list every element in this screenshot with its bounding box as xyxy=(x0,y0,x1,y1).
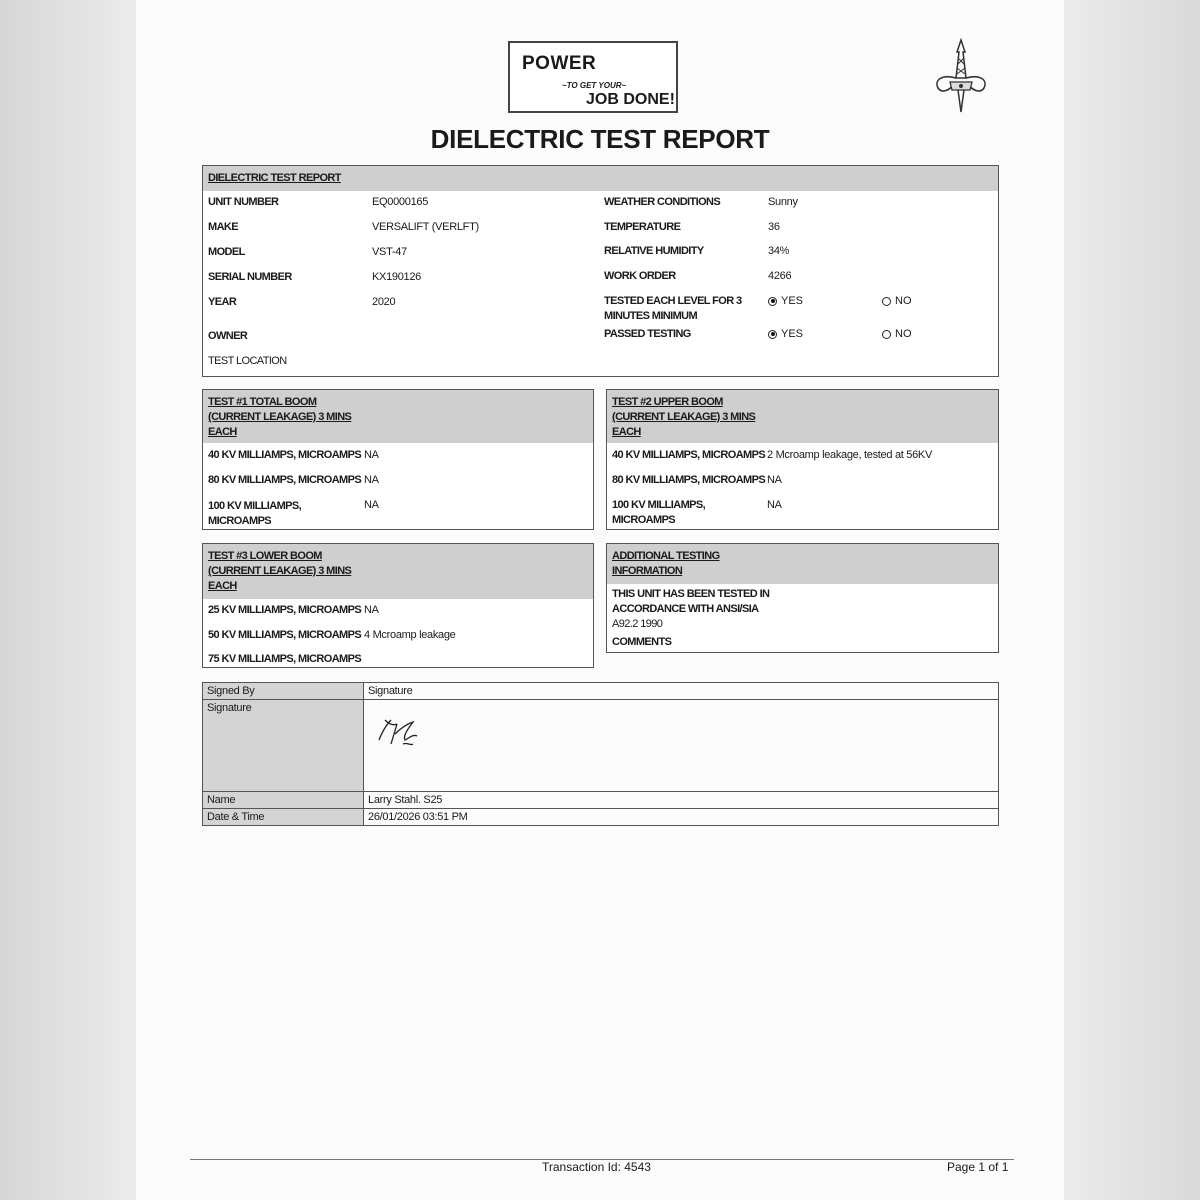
scan-margin-left xyxy=(0,0,136,1200)
weather-label: WEATHER CONDITIONS xyxy=(604,196,721,208)
signature-label: Signature xyxy=(203,700,364,792)
test1-row-value: NA xyxy=(364,449,379,461)
temperature-value: 36 xyxy=(768,221,780,233)
additional-info-box xyxy=(606,543,999,653)
test1-row-label: 40 KV MILLIAMPS, MICROAMPS xyxy=(208,449,362,461)
weather-value: Sunny xyxy=(768,196,798,208)
make-label: MAKE xyxy=(208,221,238,233)
radio-unselected-icon xyxy=(882,297,891,306)
transaction-id: Transaction Id: 4543 xyxy=(542,1160,651,1174)
test2-row-label: 80 KV MILLIAMPS, MICROAMPS xyxy=(612,474,766,486)
radio-yes-label: YES xyxy=(781,295,804,307)
test1-row-label: 80 KV MILLIAMPS, MICROAMPS xyxy=(208,474,362,486)
additional-info-header xyxy=(607,544,998,584)
additional-text-line-3: A92.2 1990 xyxy=(612,618,663,630)
signed-by-label: Signed By xyxy=(203,683,364,700)
radio-no-label: NO xyxy=(895,295,912,307)
serial-number-label: SERIAL NUMBER xyxy=(208,271,292,283)
handwritten-signature xyxy=(373,710,433,756)
unit-number-label: UNIT NUMBER xyxy=(208,196,279,208)
year-value: 2020 xyxy=(372,296,396,308)
name-label: Name xyxy=(203,792,364,809)
test2-row-label-cont: MICROAMPS xyxy=(612,514,676,526)
document-title: DIELECTRIC TEST REPORT xyxy=(430,124,770,154)
additional-header-line-1: ADDITIONAL TESTING xyxy=(612,550,720,562)
company-logo xyxy=(508,41,678,113)
test2-box xyxy=(606,389,999,530)
make-value: VERSALIFT (VERLFT) xyxy=(372,221,479,233)
test3-row-label: 50 KV MILLIAMPS, MICROAMPS xyxy=(208,629,362,641)
test3-header-line-1: TEST #3 LOWER BOOM xyxy=(208,550,322,562)
table-row xyxy=(203,683,999,700)
table-row xyxy=(203,700,999,792)
test-location-label: TEST LOCATION xyxy=(208,355,287,367)
serial-number-value: KX190126 xyxy=(372,271,421,283)
test1-header-line-1: TEST #1 TOTAL BOOM xyxy=(208,396,317,408)
logo-line-2: JOB DONE! xyxy=(586,91,675,108)
humidity-label: RELATIVE HUMIDITY xyxy=(604,245,704,257)
logo-tagline: ~TO GET YOUR~ xyxy=(562,81,627,90)
test3-header-line-3: EACH xyxy=(208,580,237,592)
test2-row-value: NA xyxy=(767,499,782,511)
test2-row-label: 40 KV MILLIAMPS, MICROAMPS xyxy=(612,449,766,461)
signature-cell xyxy=(364,700,999,792)
test2-header-line-3: EACH xyxy=(612,426,641,438)
logo-line-1: POWER xyxy=(522,53,597,74)
radio-selected-icon xyxy=(768,297,777,306)
test2-row-value: NA xyxy=(767,474,782,486)
unit-number-value: EQ0000165 xyxy=(372,196,429,208)
comments-label: COMMENTS xyxy=(612,636,672,648)
year-label: YEAR xyxy=(208,296,237,308)
test3-box xyxy=(202,543,594,668)
tested-each-level-label-2: MINUTES MINIMUM xyxy=(604,310,698,322)
test2-row-value: 2 Mcroamp leakage, tested at 56KV xyxy=(767,449,932,461)
test1-header-line-2: (CURRENT LEAKAGE) 3 MINS xyxy=(208,411,352,423)
model-label: MODEL xyxy=(208,246,245,258)
work-order-value: 4266 xyxy=(768,270,792,282)
radio-selected-icon xyxy=(768,330,777,339)
signature-table xyxy=(202,682,999,826)
additional-header-line-2: INFORMATION xyxy=(612,565,683,577)
report-page xyxy=(136,0,1064,1200)
test1-row-value: NA xyxy=(364,499,379,511)
owner-label: OWNER xyxy=(208,330,248,342)
main-info-header: DIELECTRIC TEST REPORT xyxy=(203,166,998,191)
test1-row-label-cont: MICROAMPS xyxy=(208,515,272,527)
radio-unselected-icon xyxy=(882,330,891,339)
test2-header-line-2: (CURRENT LEAKAGE) 3 MINS xyxy=(612,411,756,423)
work-order-label: WORK ORDER xyxy=(604,270,676,282)
radio-no-label: NO xyxy=(895,328,912,340)
tested-each-level-yes-radio[interactable] xyxy=(768,295,803,307)
test3-row-label: 25 KV MILLIAMPS, MICROAMPS xyxy=(208,604,362,616)
datetime-value: 26/01/2026 03:51 PM xyxy=(364,809,999,826)
test2-header-line-1: TEST #2 UPPER BOOM xyxy=(612,396,723,408)
additional-text-line-1: THIS UNIT HAS BEEN TESTED IN xyxy=(612,588,770,600)
radio-yes-label: YES xyxy=(781,328,804,340)
signed-by-value: Signature xyxy=(364,683,999,700)
passed-testing-label: PASSED TESTING xyxy=(604,328,691,340)
test2-row-label: 100 KV MILLIAMPS, xyxy=(612,499,706,511)
name-value: Larry Stahl. S25 xyxy=(364,792,999,809)
datetime-label: Date & Time xyxy=(203,809,364,826)
test3-row-label: 75 KV MILLIAMPS, MICROAMPS xyxy=(208,653,362,665)
test3-row-value: NA xyxy=(364,604,379,616)
temperature-label: TEMPERATURE xyxy=(604,221,681,233)
table-row xyxy=(203,809,999,826)
tested-each-level-no-radio[interactable] xyxy=(882,295,912,307)
test1-header xyxy=(203,390,593,443)
test3-header xyxy=(203,544,593,599)
test2-header xyxy=(607,390,998,443)
model-value: VST-47 xyxy=(372,246,407,258)
test1-row-value: NA xyxy=(364,474,379,486)
test3-row-value: 4 Mcroamp leakage xyxy=(364,629,456,641)
humidity-value: 34% xyxy=(768,245,790,257)
page-number: Page 1 of 1 xyxy=(947,1160,1009,1174)
test3-header-line-2: (CURRENT LEAKAGE) 3 MINS xyxy=(208,565,352,577)
fleur-de-lis-tower-icon xyxy=(932,38,990,114)
test1-box xyxy=(202,389,594,530)
test1-header-line-3: EACH xyxy=(208,426,237,438)
scan-margin-right xyxy=(1064,0,1200,1200)
main-info-box xyxy=(202,165,999,377)
additional-text-line-2: ACCORDANCE WITH ANSI/SIA xyxy=(612,603,759,615)
passed-testing-no-radio[interactable] xyxy=(882,328,912,340)
table-row xyxy=(203,792,999,809)
tested-each-level-label-1: TESTED EACH LEVEL FOR 3 xyxy=(604,295,742,307)
test1-row-label: 100 KV MILLIAMPS, xyxy=(208,500,302,512)
passed-testing-yes-radio[interactable] xyxy=(768,328,803,340)
